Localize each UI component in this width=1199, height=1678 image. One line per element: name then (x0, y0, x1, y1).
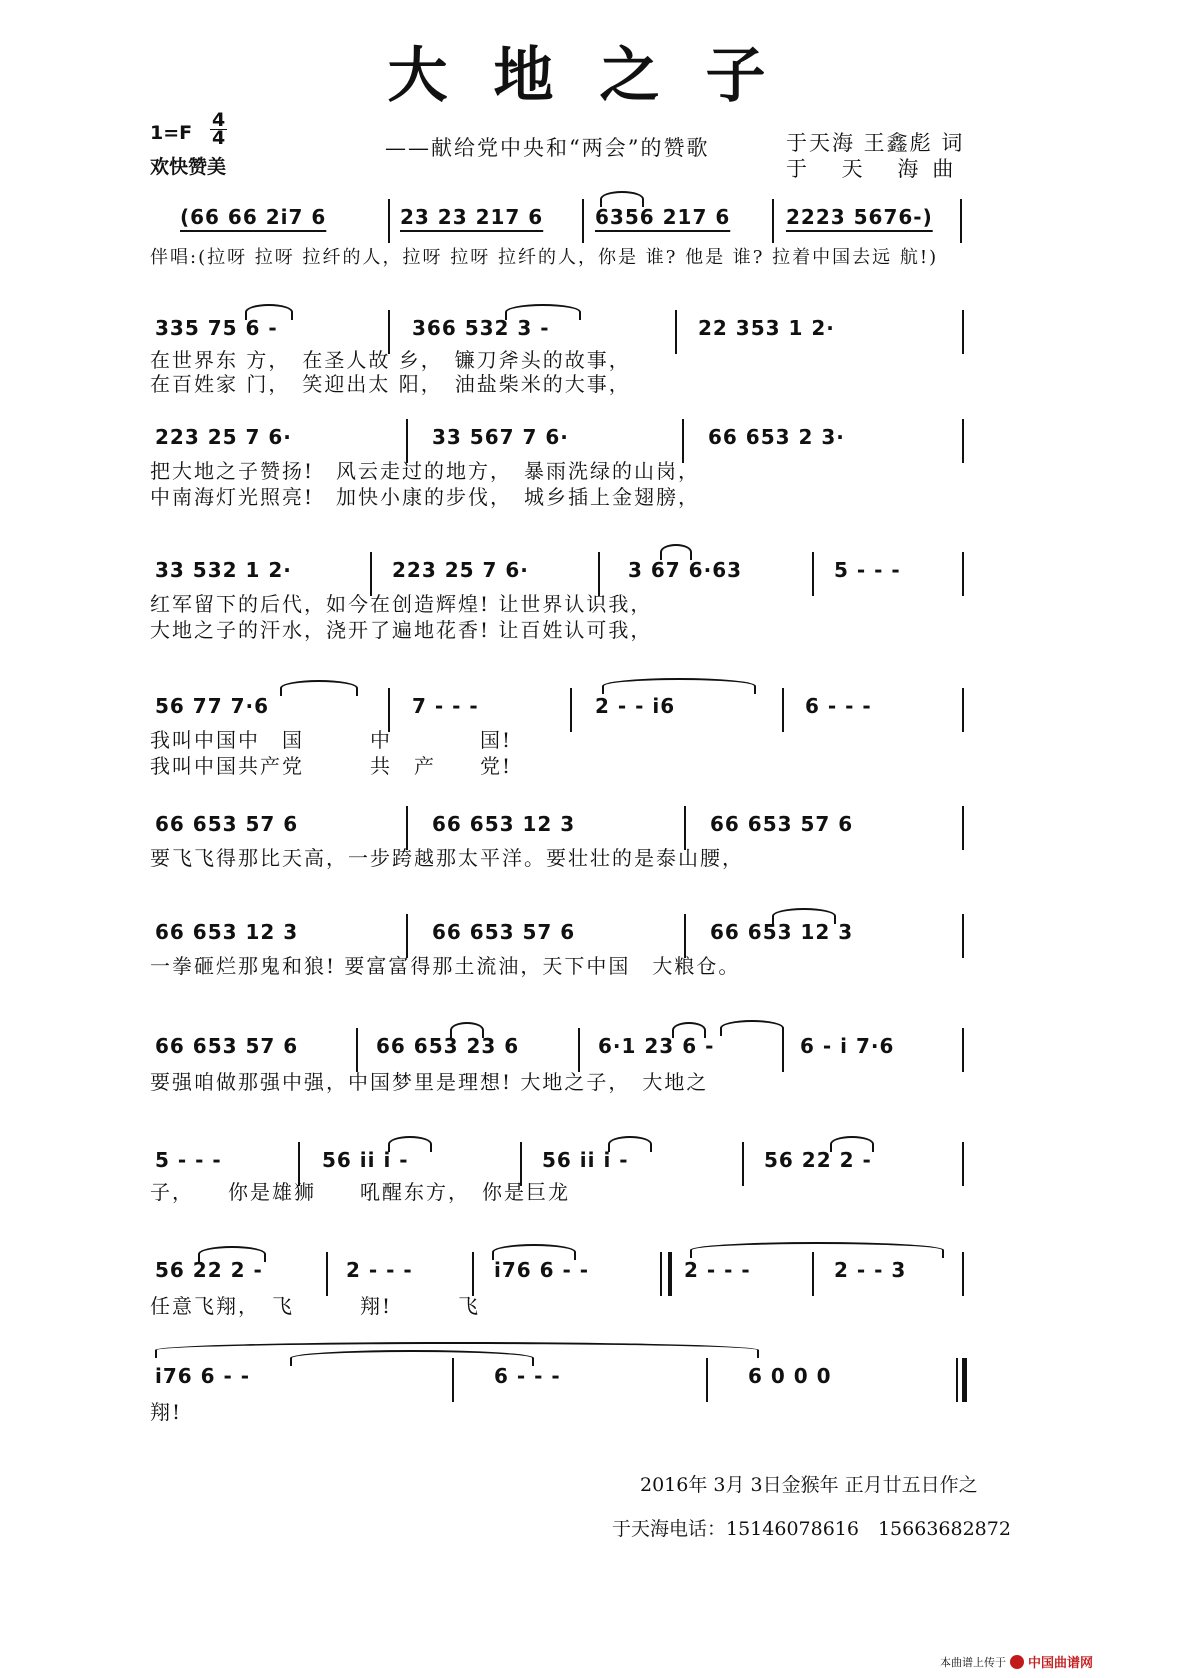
time-signature (210, 109, 227, 149)
measure: 2 - - i6 (595, 694, 676, 718)
notes-row (150, 1258, 1030, 1292)
tie (505, 304, 581, 320)
lyric-verse-2: 大地之子的汗水，浇开了遍地花香! 让百姓认可我， (150, 618, 653, 642)
notes-row (150, 558, 1030, 592)
site-logo: 中国曲谱网 (1028, 1656, 1094, 1671)
key-signature (150, 122, 192, 144)
notes-row (150, 694, 1030, 728)
measure: 56 ii i - (542, 1148, 629, 1172)
measure: 56 22 2 - (764, 1148, 872, 1172)
notes-row (150, 1364, 1030, 1398)
measure: 66 653 23 6 (376, 1034, 520, 1058)
lyric-verse-2: 我叫中国共产党 共 产 党! (150, 754, 513, 778)
measure: 2 - - 3 (834, 1258, 907, 1282)
barline (388, 199, 390, 243)
notes-row (150, 205, 1030, 239)
composer-credit: 于 天 海曲 (786, 157, 968, 181)
contact-phone: 于天海电话：15146078616 15663682872 (612, 1518, 1011, 1540)
notes-row (150, 1034, 1030, 1068)
measure: 6356 217 6 (595, 205, 731, 229)
lyric-line: 子， 你是雄狮 吼醒东方， 你是巨龙 (150, 1180, 570, 1204)
watermark (940, 1652, 1093, 1671)
lyric-verse-1: 把大地之子赞扬! 风云走过的地方， 暴雨洗绿的山岗， (150, 459, 701, 483)
measure: 66 653 57 6 (710, 812, 854, 836)
logo-icon (1010, 1655, 1024, 1669)
notes-row (150, 812, 1030, 846)
measure: 56 22 2 - (155, 1258, 263, 1282)
tie (245, 304, 293, 320)
tie (720, 1020, 784, 1036)
barline (772, 199, 774, 243)
measure: 2 - - - (346, 1258, 413, 1282)
tie (608, 1136, 652, 1152)
measure: 3 67 6·63 (628, 558, 743, 582)
lyric-line: 翔! (150, 1400, 183, 1424)
measure: 66 653 57 6 (432, 920, 576, 944)
notes-row (150, 920, 1030, 954)
watermark-text: 本曲谱上传于 (940, 1655, 1006, 1669)
measure: (66 66 2i7 6 (180, 205, 327, 229)
measure: 2 - - - (684, 1258, 751, 1282)
measure: 7 - - - (412, 694, 479, 718)
time-bottom: 4 (212, 127, 226, 149)
measure: i76 6 - - (155, 1364, 251, 1388)
tie (690, 1242, 944, 1258)
measure: 56 ii i - (322, 1148, 409, 1172)
measure: 66 653 12 3 (710, 920, 854, 944)
measure: 2223 5676-) (786, 205, 933, 229)
measure: 366 532 3 - (412, 316, 550, 340)
time-top: 4 (212, 109, 226, 131)
measure: 223 25 7 6· (392, 558, 529, 582)
lyric-verse-1: 我叫中国中 国 中 国! (150, 728, 513, 752)
measure: 66 653 2 3· (708, 425, 845, 449)
tie (492, 1244, 576, 1260)
lyric-line: 伴唱:(拉呀 拉呀 拉纤的人，拉呀 拉呀 拉纤的人，你是 谁? 他是 谁? 拉着中国去远 航!) (150, 247, 939, 268)
measure: 6 0 0 0 (748, 1364, 832, 1388)
tie (600, 191, 644, 207)
measure: i76 6 - - (494, 1258, 590, 1282)
lyric-line: 一拳砸烂那鬼和狼! 要富富得那土流油，天下中国 大粮仓。 (150, 954, 741, 978)
measure: 6 - - - (494, 1364, 561, 1388)
measure: 6 - - - (805, 694, 872, 718)
tie (672, 1022, 706, 1038)
tie (830, 1136, 874, 1152)
measure: 66 653 57 6 (155, 812, 299, 836)
measure: 23 23 217 6 (400, 205, 544, 229)
lyric-line: 任意飞翔， 飞 翔! 飞 (150, 1294, 481, 1318)
composition-date: 2016年 3月 3日金猴年 正月廿五日作之 (640, 1474, 978, 1496)
measure: 5 - - - (834, 558, 901, 582)
tie (290, 1350, 534, 1366)
key-label: 1=F (150, 122, 193, 144)
tie (660, 544, 692, 560)
measure: 66 653 12 3 (432, 812, 576, 836)
tempo-marking: 欢快赞美 (150, 156, 227, 178)
measure: 6·1 23 6 - (598, 1034, 715, 1058)
lyricist-credit: 于天海 王鑫彪 词 (786, 131, 965, 155)
measure: 6 - i 7·6 (800, 1034, 895, 1058)
tie (602, 678, 756, 694)
measure: 56 77 7·6 (155, 694, 270, 718)
measure: 22 353 1 2· (698, 316, 835, 340)
measure: 5 - - - (155, 1148, 222, 1172)
tie (198, 1246, 266, 1262)
tie (450, 1022, 484, 1038)
tie (388, 1136, 432, 1152)
lyric-verse-1: 在世界东 方， 在圣人故 乡， 镰刀斧头的故事， (150, 348, 631, 372)
measure: 66 653 57 6 (155, 1034, 299, 1058)
lyric-verse-1: 红军留下的后代，如今在创造辉煌! 让世界认识我， (150, 592, 653, 616)
measure: 33 567 7 6· (432, 425, 569, 449)
barline (960, 199, 962, 243)
song-title: 大地之子 (387, 41, 812, 111)
lyric-verse-2: 中南海灯光照亮! 加快小康的步伐， 城乡插上金翅膀， (150, 485, 701, 509)
measure: 223 25 7 6· (155, 425, 292, 449)
lyric-verse-2: 在百姓家 门， 笑迎出太 阳， 油盐柴米的大事， (150, 372, 631, 396)
measure: 335 75 6 - (155, 316, 278, 340)
barline (582, 199, 584, 243)
measure: 33 532 1 2· (155, 558, 292, 582)
lyric-line: 要飞飞得那比天高，一步跨越那太平洋。要壮壮的是泰山腰， (150, 846, 744, 870)
lyric-line: 要强咱做那强中强，中国梦里是理想! 大地之子， 大地之 (150, 1070, 709, 1094)
tie (772, 908, 836, 924)
measure: 66 653 12 3 (155, 920, 299, 944)
notes-row (150, 425, 1030, 459)
subtitle: ——献给党中央和“两会”的赞歌 (385, 136, 710, 160)
tie (280, 680, 358, 696)
